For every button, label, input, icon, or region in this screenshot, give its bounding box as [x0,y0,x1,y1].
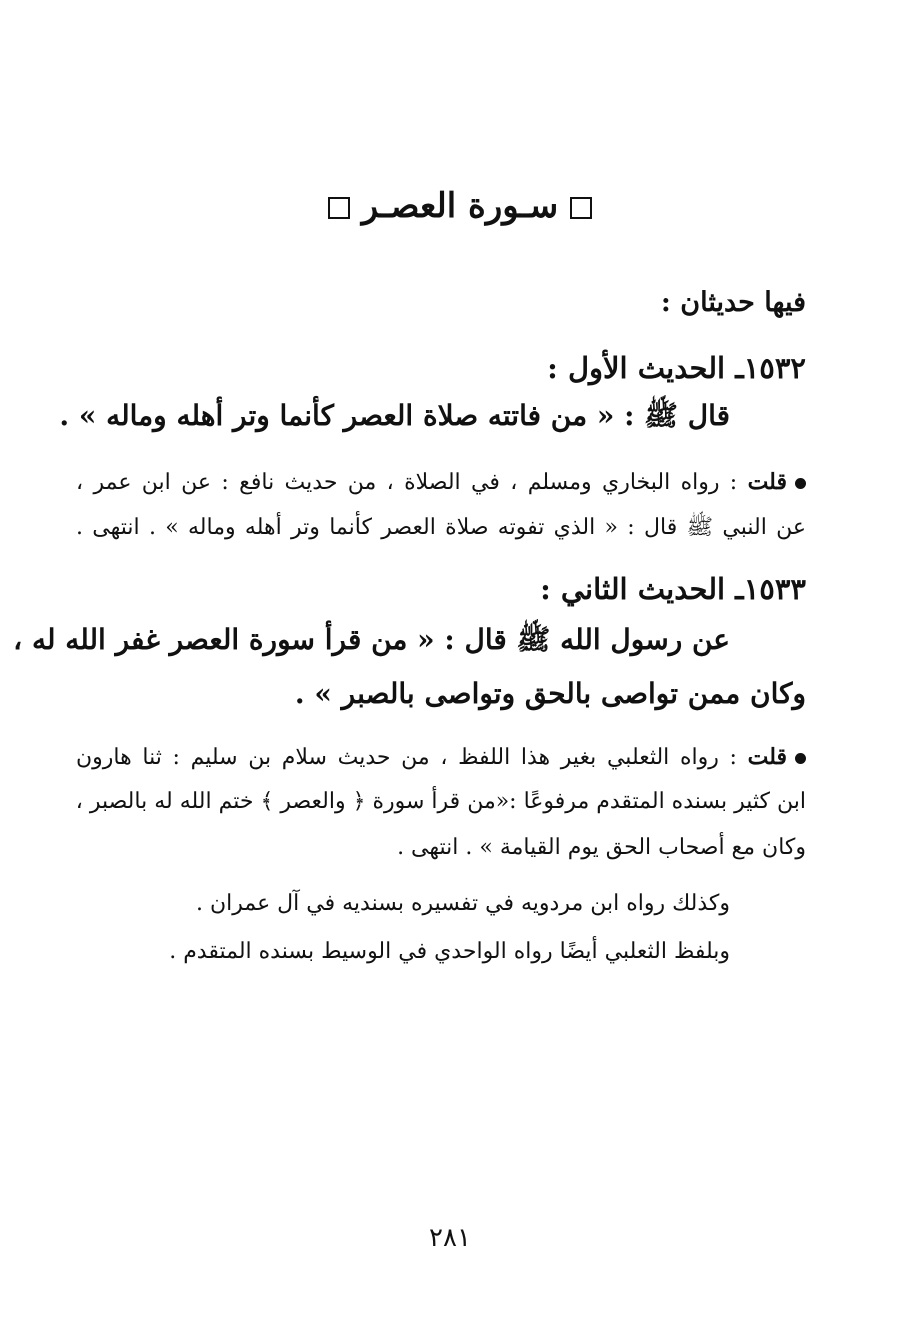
surah-title-text: سـورة العصـر [361,186,559,226]
bullet-icon [795,478,806,489]
intro-line: فيها حديثان : [660,287,806,318]
title-box-left [328,197,350,219]
note-text: : رواه الثعلبي بغير هذا اللفظ ، من حديث سلام بن سليم : ثنا هارون [76,745,737,770]
title-box-right [570,197,592,219]
note-label: قلت [747,744,787,770]
hadith2-text-line1: عن رسول الله ﷺ قال : « من قرأ سورة العصر غفر الله له ، [13,623,730,656]
hadith2-extra-line2: وبلفظ الثعلبي أيضًا رواه الواحدي في الوسيط بسنده المتقدم . [169,939,730,964]
note-label: قلت [747,469,787,495]
hadith2-extra-line1: وكذلك رواه ابن مردويه في تفسيره بسنديه في آل عمران . [195,891,730,916]
surah-title [250,176,670,236]
hadith1-note-line1 [76,462,806,503]
hadith2-note-line2: ابن كثير بسنده المتقدم مرفوعًا :«من قرأ سورة ﴿ والعصر ﴾ ختم الله له بالصبر ، [75,789,806,814]
hadith2-text-line2: وكان ممن تواصى بالحق وتواصى بالصبر » . [294,677,806,710]
hadith1-text: قال ﷺ : « من فاتته صلاة العصر كأنما وتر أهله وماله » . [59,399,730,432]
bullet-icon [795,753,806,764]
hadith1-heading: ١٥٣٢ـ الحديث الأول : [547,351,806,385]
hadith2-note-line3: وكان مع أصحاب الحق يوم القيامة » . انتهى . [397,835,806,860]
hadith2-heading: ١٥٣٣ـ الحديث الثاني : [540,572,806,606]
page-number: ٢٨١ [429,1223,471,1253]
hadith1-note-line2: عن النبي ﷺ قال : « الذي تفوته صلاة العصر كأنما وتر أهله وماله » . انتهى . [76,515,806,540]
note-text: : رواه البخاري ومسلم ، في الصلاة ، من حديث نافع : عن ابن عمر ، [76,470,738,495]
hadith2-note-line1 [76,737,806,778]
